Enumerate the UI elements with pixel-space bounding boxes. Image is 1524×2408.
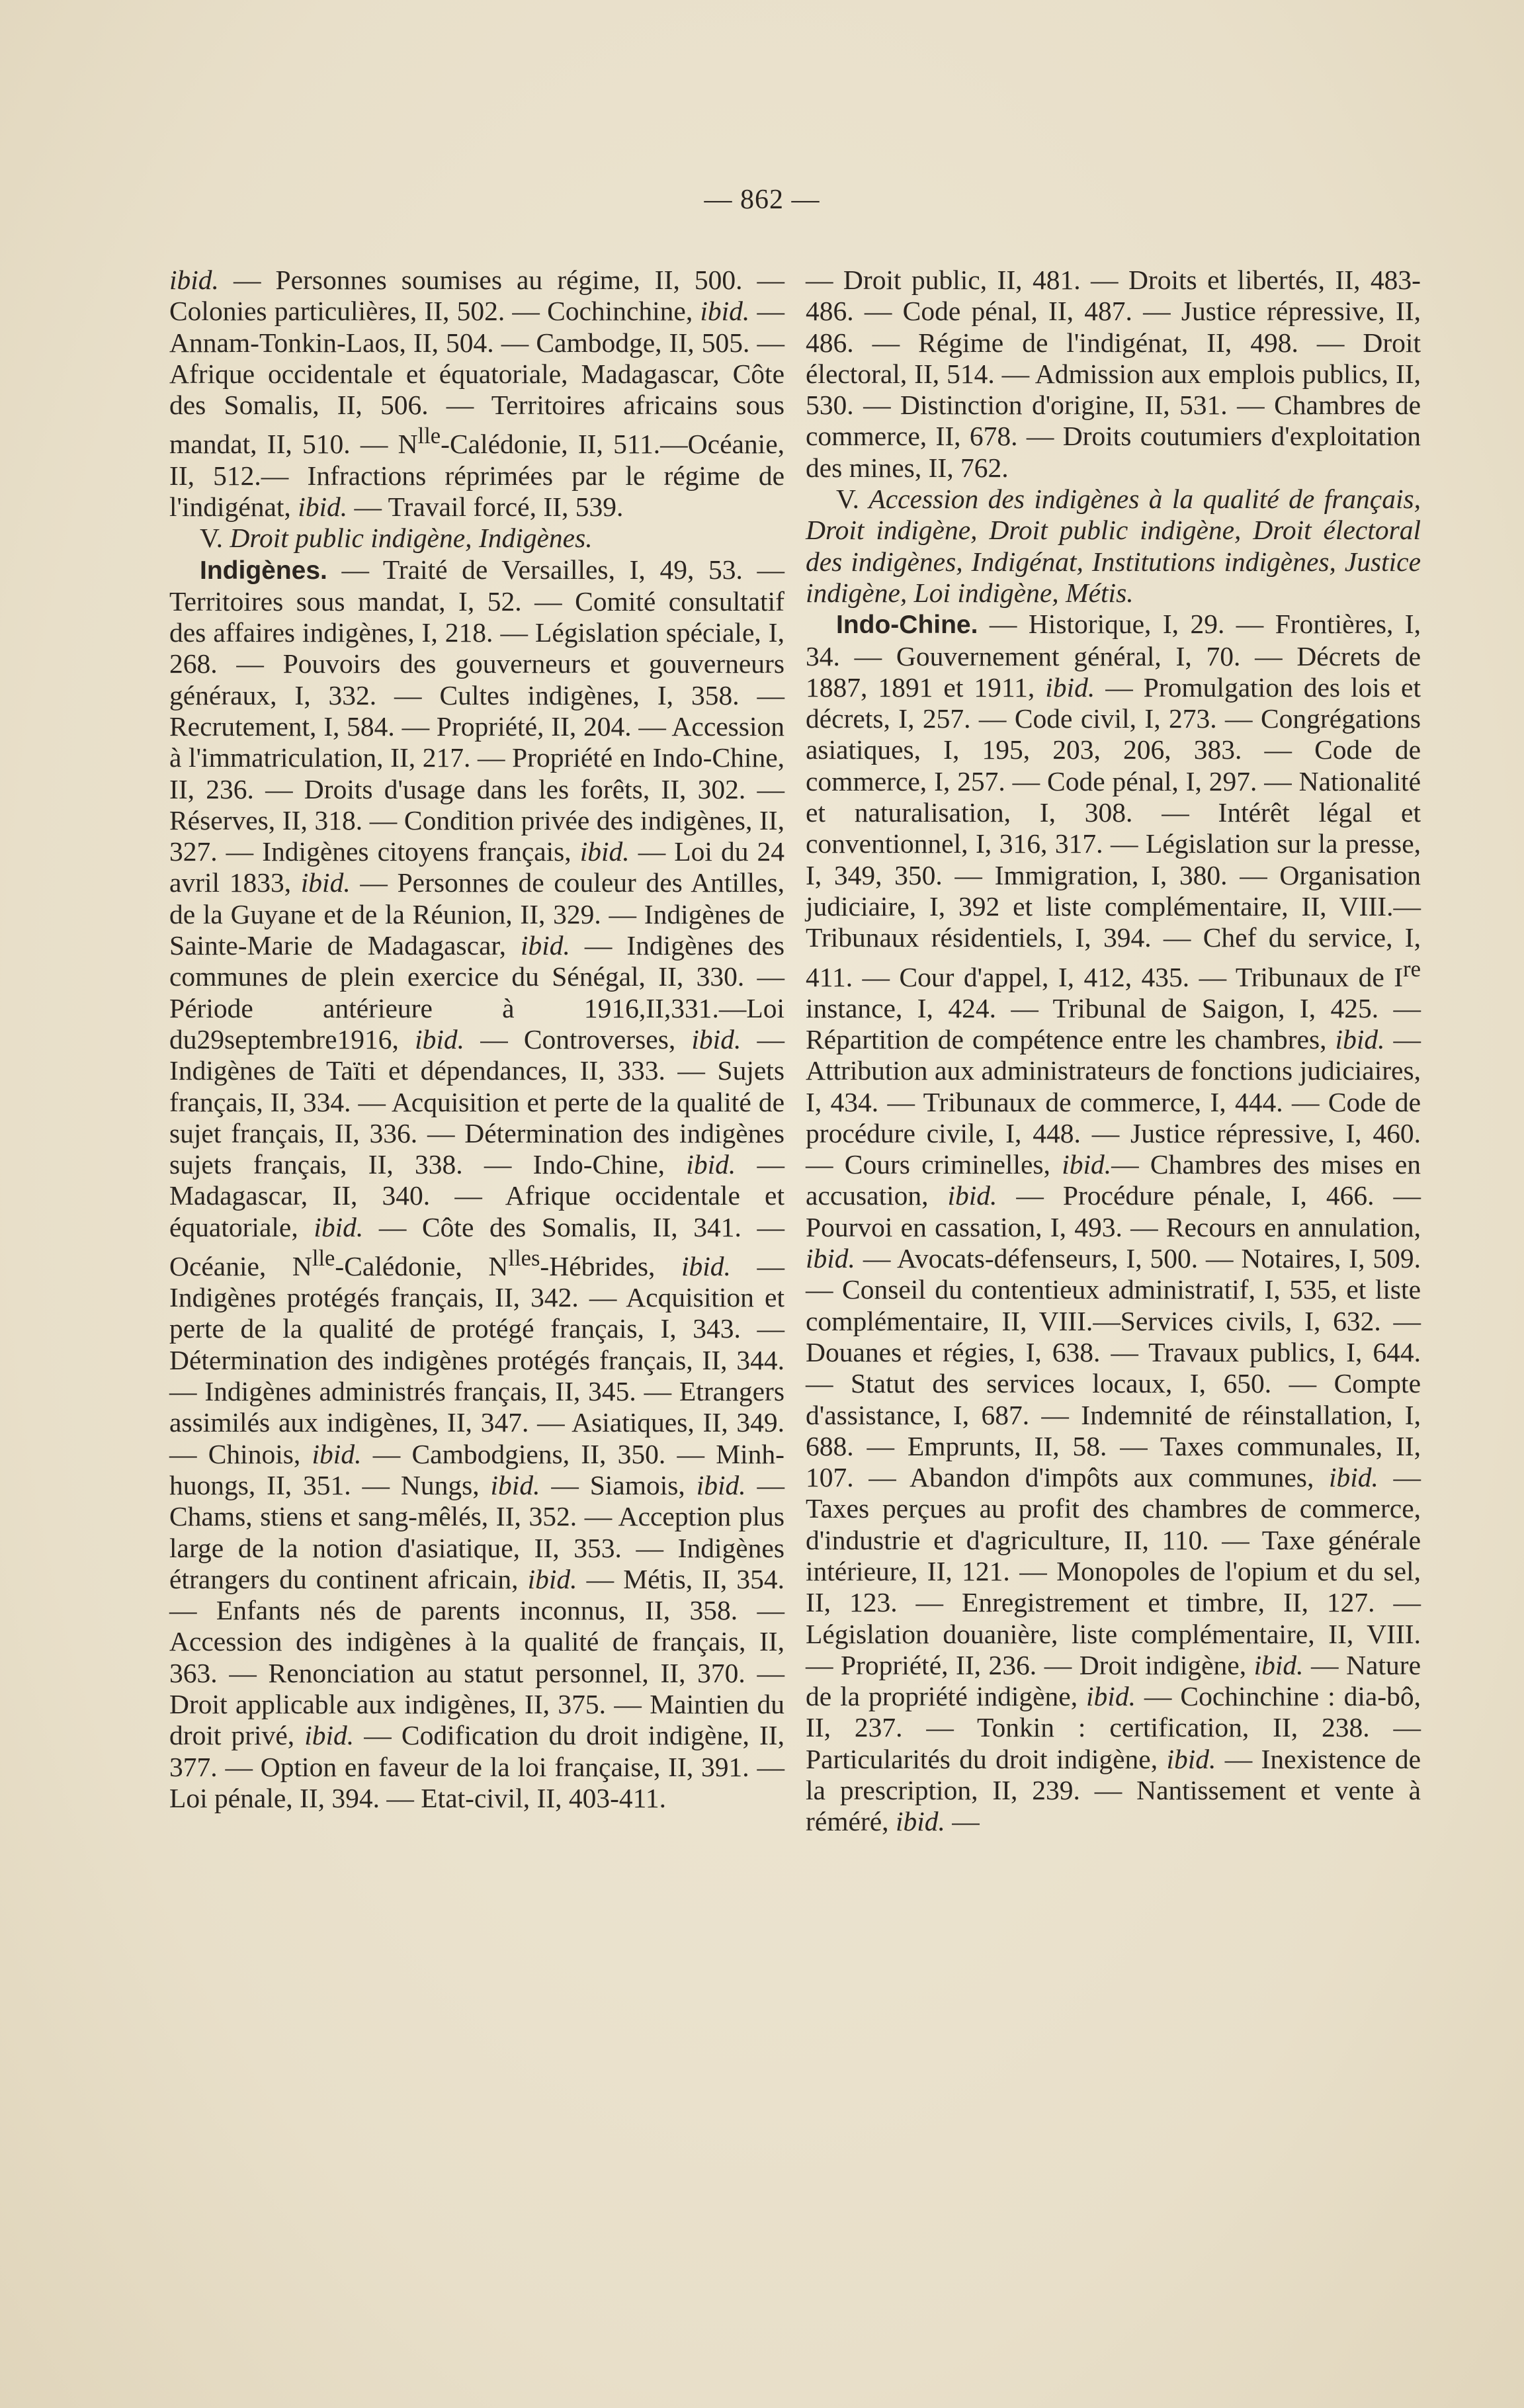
index-text: — Droit public, II, 481. — Droits et libertés, II, 483-486. — Code pénal, II, 487. — Justice répressive, II, 486. — Régime de l'indigénat, II, 498. — Droit électoral, II, 514. — Admission aux emplois publics, II, 530. — Distinction d'origine, II, 531. — Chambres de commerce, II, 678. — Droits coutumiers d'exploitation des mines, II, 762. <box>806 265 1421 483</box>
index-text: — Procédure pénale, I, 466. — Pourvoi en cassation, I, 493. — Recours en annulation, <box>806 1180 1421 1242</box>
index-text: — Annam-Tonkin-Laos, II, 504. — Cambodge, II, 505. — Afrique occidentale et équatoriale, Madagascar, Côte des Somalis, II, 506. — Territoires africains sous mandat, II, 510. — N <box>169 296 784 460</box>
italic-text: ibid. <box>1253 1649 1304 1680</box>
index-paragraph <box>806 265 1421 484</box>
index-text: — Historique, I, 29. — Frontières, I, 34. — Gouvernement général, I, 70. — Décrets de 1887, 1891 et 1911, <box>806 609 1421 703</box>
index-paragraph <box>169 554 784 1815</box>
index-text: V. <box>836 484 869 515</box>
index-text: — Controverses, <box>464 1023 692 1054</box>
index-text: V. <box>200 523 230 554</box>
italic-text: ibid. <box>520 930 570 961</box>
index-text: — Indigènes des communes de plein exercice du Sénégal, II, 330. — Période antérieure à 1916,II,331.—Loi du29septembre1916, <box>169 930 784 1054</box>
italic-text: ibid. <box>169 265 219 295</box>
italic-text: ibid. <box>696 1469 746 1500</box>
index-text: instance, I, 424. — Tribunal de Saigon, I, 425. — Répartition de compétence entre les chambres, <box>806 992 1421 1054</box>
index-text: — Cambodgiens, II, 350. — Minh-huongs, II, 351. — Nungs, <box>169 1438 784 1500</box>
italic-text: ibid. <box>681 1250 731 1281</box>
right-column <box>806 265 1421 1838</box>
index-text: — Indigènes protégés français, II, 342. — Acquisition et perte de la qualité de protégé français, I, 343. — Détermination des indigènes protégés français, II, 344. — Indigènes administrés français, II, 345. — Etrangers assimilés aux indigènes, II, 347. — Asiatiques, II, 349. — Chinois, <box>169 1250 784 1469</box>
italic-text: ibid. <box>527 1563 577 1594</box>
index-text: — Promulgation des lois et décrets, I, 257. — Code civil, I, 273. — Congrégations asiatiques, I, 195, 203, 206, 383. — Code de commerce, I, 257. — Code pénal, I, 297. — Nationalité et naturalisation, I, 308. — Intérêt légal et conventionnel, I, 316, 317. — Législation sur la presse, I, 349, 350. — Immigration, I, 380. — Organisation judiciaire, I, 392 et liste complémentaire, II, VIII.— Tribunaux résidentiels, I, 394. — Chef du service, I, 411. — Cour d'appel, I, 412, 435. — Tribunaux de I <box>806 671 1421 992</box>
index-text: — <box>945 1806 980 1837</box>
index-text: — Attribution aux administrateurs de fonctions judiciaires, I, 434. — Tribunaux de commerce, I, 444. — Code de procédure civile, I, 448. — Justice répressive, I, 460. — Cours criminelles, <box>806 1023 1421 1180</box>
italic-text: ibid. <box>686 1149 736 1180</box>
index-text: — Taxes perçues au profit des chambres de commerce, d'industrie et d'agriculture, II, 110. — Taxe générale intérieure, II, 121. — Monopoles de l'opium et du sel, II, 123. — Enregistrement et timbre, II, 127. — Législation douanière, liste complémentaire, II, VIII. — Propriété, II, 236. — Droit indigène, <box>806 1462 1421 1680</box>
index-text: — Nature de la propriété indigène, <box>806 1649 1421 1712</box>
italic-text: ibid. <box>700 296 750 327</box>
italic-text: ibid. <box>490 1469 540 1500</box>
italic-text: ibid. <box>298 491 348 522</box>
index-paragraph <box>169 265 784 523</box>
italic-text: ibid. <box>1328 1462 1378 1493</box>
index-text: — Travail forcé, II, 539. <box>347 491 624 522</box>
italic-text: ibid. <box>895 1806 945 1837</box>
italic-text: ibid. <box>1086 1681 1136 1712</box>
italic-text: ibid. <box>300 867 351 898</box>
index-text: — Codification du droit indigène, II, 377. — Option en faveur de la loi française, II, 391. — Loi pénale, II, 394. — Etat-civil, II, 403-411. <box>169 1720 784 1813</box>
page-number: — 862 — <box>704 185 820 215</box>
superscript-text: lle <box>312 1246 335 1271</box>
italic-text: ibid. <box>304 1720 355 1751</box>
index-headword: Indigènes. <box>200 556 327 585</box>
index-text: — Personnes soumises au régime, II, 500. — Colonies particulières, II, 502. — Cochinchine, <box>169 265 784 327</box>
index-text: -Calédonie, N <box>335 1250 509 1281</box>
italic-text: ibid. <box>806 1243 855 1274</box>
index-paragraph <box>806 609 1421 1837</box>
index-text: — Loi du 24 avril 1833, <box>169 836 785 898</box>
index-paragraph <box>806 484 1421 609</box>
italic-text: ibid. <box>1166 1743 1216 1774</box>
index-text: — Métis, II, 354. — Enfants nés de parents inconnus, II, 358. — Accession des indigènes à la qualité de français, II, 363. — Renonciation au statut personnel, II, 370. — Droit applicable aux indigènes, II, 375. — Maintien du droit privé, <box>169 1563 785 1751</box>
index-text: — Madagascar, II, 340. — Afrique occidentale et équatoriale, <box>169 1149 784 1242</box>
left-column <box>169 265 784 1814</box>
italic-text: ibid. <box>1062 1149 1112 1180</box>
italic-text: ibid. <box>314 1211 364 1242</box>
italic-text: ibid. <box>1335 1023 1385 1054</box>
index-text: — Indigènes de Taïti et dépendances, II, 333. — Sujets français, II, 334. — Acquisition et perte de la qualité de sujet français, II, 336. — Détermination des indigènes sujets français, II, 338. — Indo-Chine, <box>169 1023 785 1180</box>
index-text: — Chams, stiens et sang-mêlés, II, 352. — Acception plus large de la notion d'asiatique, II, 353. — Indigènes étrangers du continent africain, <box>169 1469 784 1594</box>
superscript-text: re <box>1403 956 1421 982</box>
italic-text: Droit public indigène, Indigènes. <box>230 523 593 554</box>
index-text: — Avocats-défenseurs, I, 500. — Notaires, I, 509. — Conseil du contentieux administratif, I, 535, et liste complémentaire, II, VIII.—Services civils, I, 632. — Douanes et régies, I, 638. — Travaux publics, I, 644. — Statut des services locaux, I, 650. — Compte d'assistance, I, 687. — Indemnité de réinstallation, I, 688. — Emprunts, II, 58. — Taxes communales, II, 107. — Abandon d'impôts aux communes, <box>806 1243 1421 1493</box>
index-text: -Hébrides, <box>540 1250 681 1281</box>
italic-text: ibid. <box>579 836 630 867</box>
italic-text: Accession des indigènes à la qualité de français, Droit indigène, Droit public indigène, Droit électoral des indigènes, Indigénat, Institutions indigènes, Justice indigène, Loi indigène, Métis. <box>806 484 1421 608</box>
index-text: -Calédonie, II, 511.—Océanie, II, 512.— Infractions réprimées par le régime de l'indigénat, <box>169 429 784 522</box>
index-text: — Cochinchine : dia-bô, II, 237. — Tonkin : certification, II, 238. — Particularités du droit indigène, <box>806 1681 1421 1774</box>
italic-text: ibid. <box>1045 671 1095 703</box>
italic-text: ibid. <box>691 1023 741 1054</box>
index-text: — Traité de Versailles, I, 49, 53. — Territoires sous mandat, I, 52. — Comité consultatif des affaires indigènes, I, 218. — Législation spéciale, I, 268. — Pouvoirs des gouverneurs et gouverneurs généraux, I, 332. — Cultes indigènes, I, 358. — Recrutement, I, 584. — Propriété, II, 204. — Accession à l'immatriculation, II, 217. — Propriété en Indo-Chine, II, 236. — Droits d'usage dans les forêts, II, 302. — Réserves, II, 318. — Condition privée des indigènes, II, 327. — Indigènes citoyens français, <box>169 554 784 867</box>
index-headword: Indo-Chine. <box>836 611 978 640</box>
index-text: — Siamois, <box>540 1469 697 1500</box>
index-text: — Chambres des mises en accusation, <box>806 1149 1421 1211</box>
index-text: — Personnes de couleur des Antilles, de la Guyane et de la Réunion, II, 329. — Indigènes de Sainte-Marie de Madagascar, <box>169 867 784 961</box>
superscript-text: lle <box>417 423 441 449</box>
italic-text: ibid. <box>947 1180 997 1211</box>
italic-text: ibid. <box>312 1438 362 1469</box>
superscript-text: lles <box>508 1246 540 1271</box>
index-paragraph <box>169 523 784 554</box>
index-text: — Inexistence de la prescription, II, 239. — Nantissement et vente à réméré, <box>806 1743 1421 1837</box>
italic-text: ibid. <box>415 1023 465 1054</box>
index-text: — Côte des Somalis, II, 341. — Océanie, N <box>169 1211 784 1281</box>
